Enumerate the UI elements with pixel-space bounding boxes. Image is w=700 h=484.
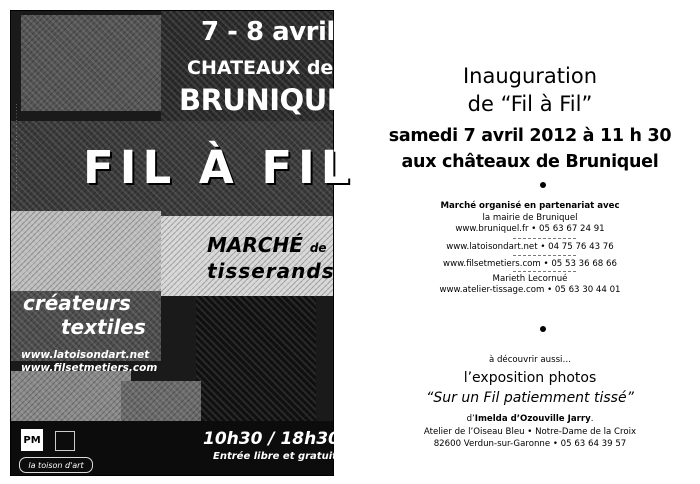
textile-patch-dark (196, 296, 316, 426)
poster-marche-word: MARCHÉ (207, 233, 303, 257)
bullet-2 (540, 326, 546, 332)
separator (513, 255, 576, 256)
poster-dates: 7 - 8 avril (201, 17, 335, 47)
partner-1-contact: www.bruniquel.fr • 05 63 67 24 91 (455, 224, 605, 234)
separator (513, 271, 576, 272)
poster-textiles: textiles (61, 315, 146, 339)
poster-createurs: créateurs (23, 291, 131, 315)
poster-marche-de: de (309, 241, 327, 255)
poster-chateaux: CHATEAUX de (187, 57, 334, 79)
poster-credits-text: . . . . . . . . . . . . . . . . . . . . . . . . . . . . (13, 103, 19, 191)
separator (513, 238, 576, 239)
program-date: samedi 7 avril 2012 à 11 h 30 (388, 126, 672, 146)
atelier-line1: Atelier de l’Oiseau Bleu • Notre-Dame de la Croix (423, 427, 637, 437)
atelier-line2: 82600 Verdun-sur-Garonne • 05 63 64 39 57 (433, 439, 627, 449)
poster-url-toison: www.latoisondart.net (21, 349, 150, 361)
partner-1-name: la mairie de Bruniquel (482, 213, 578, 223)
textile-patch-top (21, 15, 171, 111)
partner-4-contact: www.atelier-tissage.com • 05 63 30 44 01 (439, 285, 621, 295)
poster-url-filsetmetiers: www.filsetmetiers.com (21, 362, 158, 374)
partner-4-name: Marieth Lecornué (492, 274, 568, 284)
program-title-line1: Inauguration (462, 64, 598, 88)
partner-3-contact: www.filsetmetiers.com • 05 53 36 68 66 (443, 259, 617, 269)
expo-author (360, 414, 700, 424)
expo-subtitle: “Sur un Fil patiemment tissé” (426, 390, 634, 406)
expo-title: l’exposition photos (463, 370, 597, 386)
partner-2-contact: www.latoisondart.net • 04 75 76 43 76 (446, 242, 614, 252)
pm-logo: PM (21, 429, 43, 451)
author-suffix: . (590, 414, 594, 424)
author-prefix: d’ (466, 414, 475, 424)
program-title-line2: de “Fil à Fil” (467, 92, 593, 116)
author-name: Imelda d’Ozouville Jarry (474, 414, 591, 424)
toison-dart-logo: la toison d'art (19, 457, 93, 473)
market-heading: Marché organisé en partenariat avec (440, 201, 620, 211)
textile-patch-light (11, 211, 161, 301)
poster-marche (207, 233, 327, 257)
partner-logo-icon (55, 431, 75, 451)
poster-title: FIL À FIL (83, 141, 356, 194)
poster-hours: 10h30 / 18h30 (203, 429, 340, 449)
poster-entry: Entrée libre et gratuite (213, 451, 344, 462)
bullet-1 (540, 182, 546, 188)
event-poster (10, 10, 365, 476)
program-place: aux châteaux de Bruniquel (401, 152, 659, 172)
poster-tisserands: tisserands (207, 259, 335, 283)
discover-text: à découvrir aussi… (488, 355, 572, 365)
poster-bruniquel: BRUNIQUEL (179, 83, 365, 117)
